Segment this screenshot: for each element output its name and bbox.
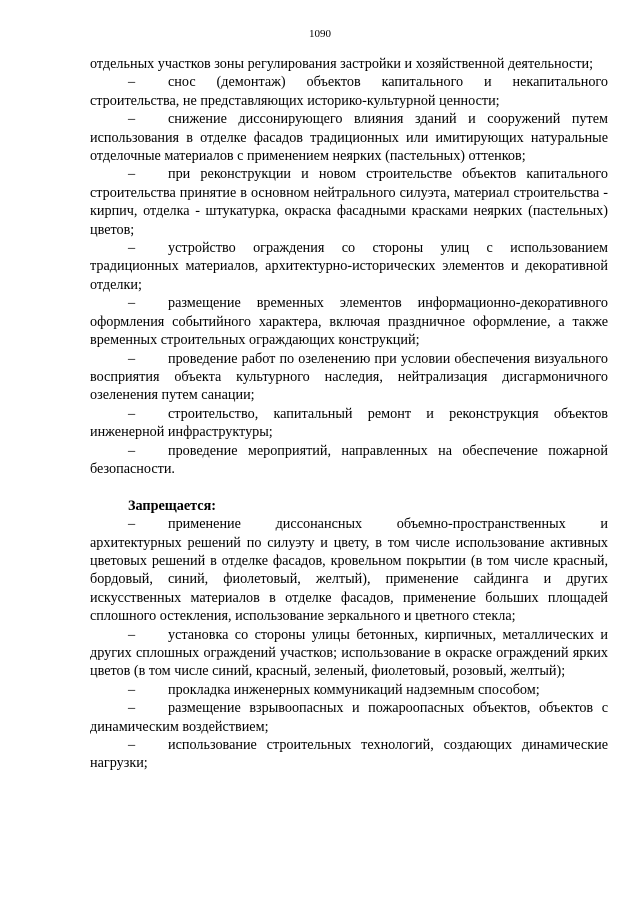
list-item-text: снос (демонтаж) объектов капитального и некапитального строительства, не представляющих историко-культурной ценности;: [90, 74, 608, 109]
list-item-text: устройство ограждения со стороны улиц с использованием традиционных материалов, архитектурно-исторических элементов и декоративной отделки;: [90, 240, 608, 293]
dash-marker: –: [128, 516, 136, 533]
list-item: [90, 442, 608, 479]
list-item-text: размещение временных элементов информационно-декоративного оформления событийного характера, включая праздничное оформление, а также временных строительных ограждающих конструкций;: [90, 295, 608, 349]
list-item: [90, 73, 608, 110]
list-item-text: использование строительных технологий, создающих динамические нагрузки;: [90, 737, 608, 772]
dash-marker: –: [128, 737, 136, 754]
list-item-text: проведение мероприятий, направленных на обеспечение пожарной безопасности.: [90, 442, 608, 477]
dash-marker: –: [128, 350, 136, 367]
dash-marker: –: [128, 700, 136, 717]
dash-marker: –: [128, 240, 136, 257]
list-item: [90, 165, 608, 239]
dash-marker: –: [128, 111, 136, 128]
dash-marker: –: [128, 405, 136, 422]
dash-marker: –: [128, 74, 136, 91]
list-item-text: проведение работ по озеленению при условии обеспечения визуального восприятия объекта культурного наследия, нейтрализация дисгармоничного озеленения путем санации;: [90, 350, 608, 404]
list-item-text: при реконструкции и новом строительстве объектов капитального строительства принятие в основном нейтрального силуэта, материал строительства - кирпич, отделка - штукатурка, окраска фасадными красками неярких (пастельных) цветов;: [90, 166, 608, 238]
list-item-text: размещение взрывоопасных и пожароопасных объектов, объектов с динамическим воздействием;: [90, 700, 608, 735]
list-item: [90, 626, 608, 681]
list-item-text: установка со стороны улицы бетонных, кирпичных, металлических и других сплошных ограждений участков; использование в окраске ограждений ярких цветов (в том числе синий, красный, зеленый, фиолетовый, розовый, желтый);: [90, 626, 608, 680]
page-number: 1090: [309, 28, 331, 40]
list-item-text: строительство, капитальный ремонт и реконструкция объектов инженерной инфраструктуры;: [90, 405, 608, 441]
prohibited-list: [90, 515, 608, 773]
list-item: [90, 405, 608, 442]
dash-marker: –: [128, 442, 136, 459]
dash-marker: –: [128, 681, 136, 698]
list-item-text: прокладка инженерных коммуникаций надземным способом;: [168, 681, 540, 698]
list-item: [90, 699, 608, 736]
list-item-text: применение диссонансных объемно-пространственных и архитектурных решений по силуэту и цвету, в том числе использование активных цветовых решений в отделке фасадов, кровельном покрытии (в том числе красный, бордовый, синий, фиолетовый, желтый), применение сайдинга и других искусственных материалов в отделке фасадов, применение больших площадей сплошного остекления, использование зеркального и цветного стекла;: [90, 516, 608, 625]
list-item: [90, 239, 608, 294]
list-item: [90, 110, 608, 165]
section-heading: Запрещается:: [128, 497, 216, 514]
list-item: [90, 515, 608, 625]
list-item: [90, 350, 608, 405]
dash-marker: –: [128, 626, 136, 643]
dash-marker: –: [128, 166, 136, 183]
document-body: [90, 55, 608, 773]
list-item: [90, 294, 608, 349]
intro-paragraph: отдельных участков зоны регулирования застройки и хозяйственной деятельности;: [90, 56, 594, 72]
permitted-list: [90, 73, 608, 478]
list-item: [90, 681, 608, 699]
list-item-text: снижение диссонирующего влияния зданий и сооружений путем использования в отделке фасадов традиционных или имитирующих натуральные отделочные материалов с применением неярких (пастельных) оттенков;: [90, 111, 608, 165]
list-item: [90, 736, 608, 773]
dash-marker: –: [128, 295, 136, 312]
